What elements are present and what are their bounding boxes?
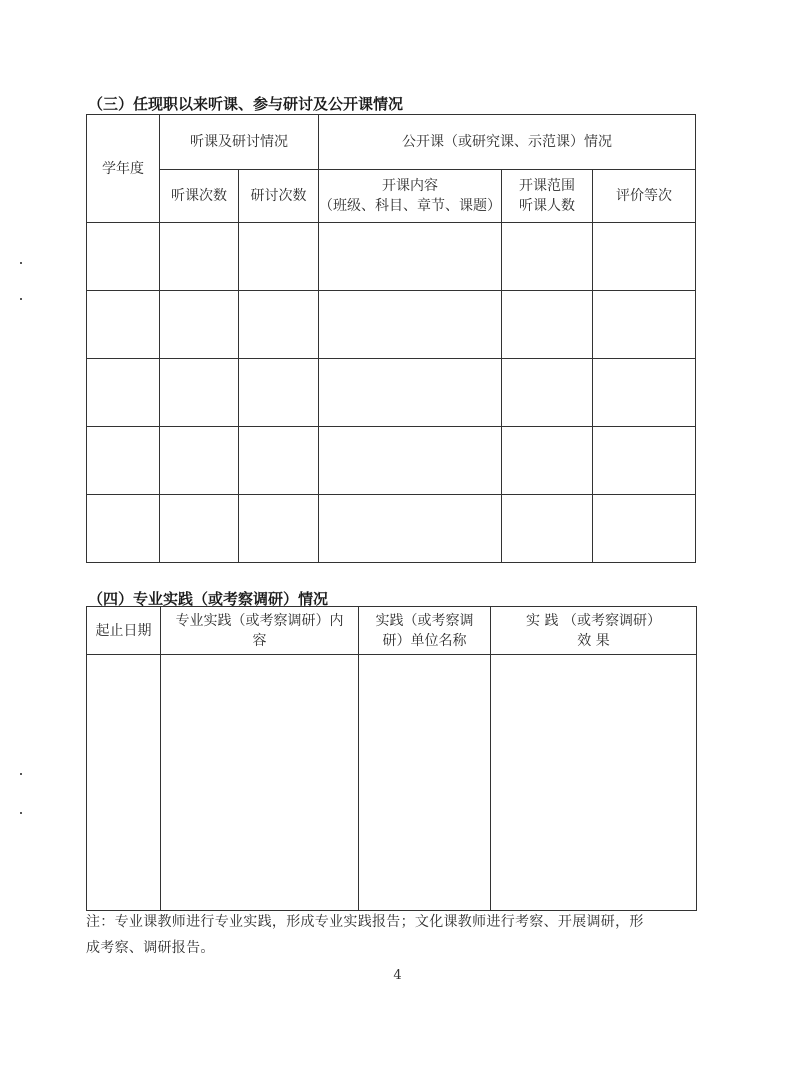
- cell-class-content[interactable]: [319, 359, 502, 427]
- cell-discuss-count[interactable]: [239, 495, 319, 563]
- cell-listen-count[interactable]: [160, 291, 239, 359]
- cell-year[interactable]: [87, 359, 160, 427]
- header-dates: 起止日期: [87, 607, 161, 655]
- header-rating: 评价等次: [593, 170, 696, 223]
- header-listen-count: 听课次数: [160, 170, 239, 223]
- cell-discuss-count[interactable]: [239, 427, 319, 495]
- cell-dates[interactable]: [87, 655, 161, 911]
- header-scope-line2: 听课人数: [519, 198, 575, 214]
- header-listen-discuss-group: 听课及研讨情况: [160, 115, 319, 170]
- table-row: [87, 427, 696, 495]
- cell-discuss-count[interactable]: [239, 223, 319, 291]
- table-row: [87, 291, 696, 359]
- practice-research-table: [86, 606, 697, 911]
- cell-listen-count[interactable]: [160, 359, 239, 427]
- cell-practice-content[interactable]: [161, 655, 359, 911]
- header-class-content: [319, 170, 502, 223]
- cell-year[interactable]: [87, 291, 160, 359]
- table-row: [87, 223, 696, 291]
- header-class-content-line1: 开课内容: [382, 178, 438, 194]
- cell-rating[interactable]: [593, 495, 696, 563]
- table-row: [87, 655, 697, 911]
- cell-practice-unit[interactable]: [359, 655, 491, 911]
- table-row: [87, 359, 696, 427]
- lecture-activity-table: [86, 114, 696, 563]
- cell-listen-count[interactable]: [160, 223, 239, 291]
- scan-mark: [20, 298, 22, 300]
- header-practice-effect-line2: 效 果: [577, 632, 610, 649]
- cell-class-content[interactable]: [319, 427, 502, 495]
- header-scope-attendance: [502, 170, 593, 223]
- cell-rating[interactable]: [593, 427, 696, 495]
- header-open-class-group: 公开课（或研究课、示范课）情况: [319, 115, 696, 170]
- cell-year[interactable]: [87, 427, 160, 495]
- scan-mark: [20, 262, 22, 264]
- cell-listen-count[interactable]: [160, 495, 239, 563]
- footnote-line2: 成考察、调研报告。: [86, 940, 215, 956]
- cell-class-content[interactable]: [319, 291, 502, 359]
- scan-mark: [20, 812, 22, 814]
- header-practice-unit-line2: 研）单位名称: [382, 632, 467, 649]
- header-practice-unit: [359, 607, 491, 655]
- cell-class-content[interactable]: [319, 223, 502, 291]
- footnote-line1: 注：专业课教师进行专业实践，形成专业实践报告；文化课教师进行考察、开展调研，形: [86, 914, 644, 930]
- header-practice-unit-line1: 实践（或考察调: [375, 612, 474, 629]
- header-practice-content: [161, 607, 359, 655]
- header-practice-effect-line1: 实 践 （或考察调研）: [526, 612, 661, 629]
- header-class-content-line2: （班级、科目、章节、课题）: [319, 198, 501, 214]
- footnote: [86, 909, 698, 961]
- cell-scope[interactable]: [502, 495, 593, 563]
- header-practice-content-line1: 专业实践（或考察调研）内: [175, 612, 344, 629]
- section-4-title: （四）专业实践（或考察调研）情况: [88, 590, 329, 608]
- cell-scope[interactable]: [502, 291, 593, 359]
- cell-year[interactable]: [87, 223, 160, 291]
- cell-listen-count[interactable]: [160, 427, 239, 495]
- cell-year[interactable]: [87, 495, 160, 563]
- table-row: [87, 495, 696, 563]
- cell-discuss-count[interactable]: [239, 291, 319, 359]
- header-academic-year: 学年度: [87, 115, 160, 223]
- cell-class-content[interactable]: [319, 495, 502, 563]
- cell-practice-effect[interactable]: [491, 655, 697, 911]
- header-practice-effect: [491, 607, 697, 655]
- header-discuss-count: 研讨次数: [239, 170, 319, 223]
- section-3-title: （三）任现职以来听课、参与研讨及公开课情况: [88, 95, 404, 113]
- cell-scope[interactable]: [502, 427, 593, 495]
- cell-scope[interactable]: [502, 223, 593, 291]
- header-scope-line1: 开课范围: [519, 178, 575, 194]
- cell-rating[interactable]: [593, 291, 696, 359]
- cell-scope[interactable]: [502, 359, 593, 427]
- page-number: 4: [393, 968, 402, 983]
- header-practice-content-line2: 容: [252, 632, 267, 649]
- cell-rating[interactable]: [593, 359, 696, 427]
- cell-rating[interactable]: [593, 223, 696, 291]
- cell-discuss-count[interactable]: [239, 359, 319, 427]
- scan-mark: [20, 773, 22, 775]
